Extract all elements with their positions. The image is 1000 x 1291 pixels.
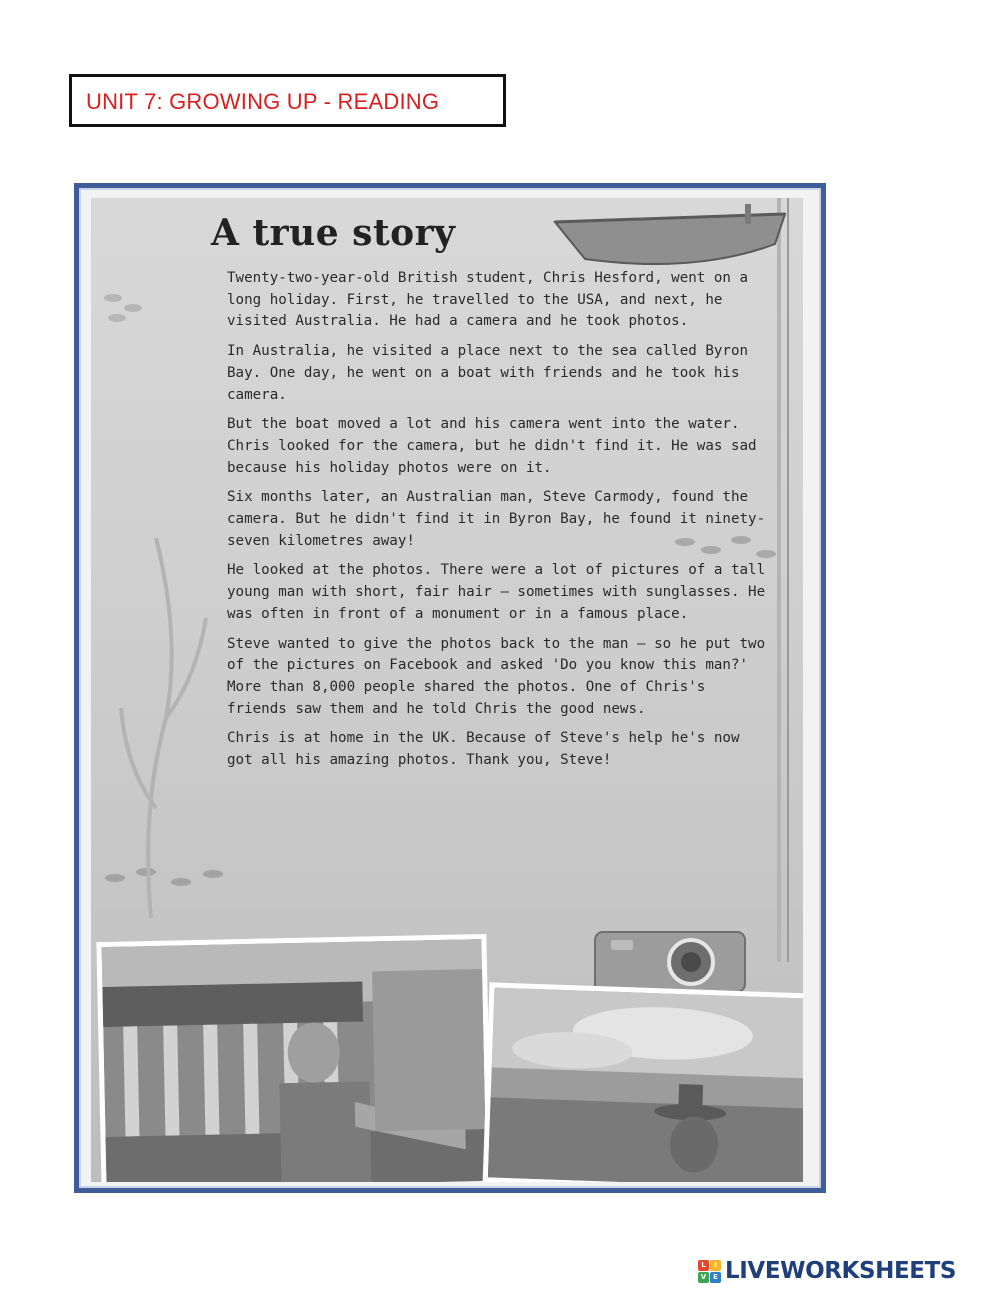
logo-tile: E [710,1272,721,1283]
story-paragraph: Twenty-two-year-old British student, Chris Hesford, went on a long holiday. First, he travelled to the USA, and next, he visited Australia. He had a camera and he took photos. [227,270,749,330]
seaweed-decoration-icon [111,478,221,918]
story-text [227,268,767,780]
photo-monument [96,934,491,1182]
logo-tile: I [710,1260,721,1271]
camera-icon [591,926,751,996]
liveworksheets-logo-icon [698,1260,721,1283]
title-box [69,74,506,127]
page-stripe [777,198,781,962]
page-stripe [787,198,789,962]
story-page [91,198,803,1182]
story-title: A true story [211,212,456,254]
logo-tile: V [698,1272,709,1283]
story-paragraph: But the boat moved a lot and his camera went into the water. Chris looked for the camera, but he didn't find it. He was sad because his holiday photos were on it. [227,416,757,476]
boat-illustration [545,204,795,274]
photo-byron-bay [483,982,803,1182]
fish-decoration-icon [99,288,159,328]
story-paragraph: Six months later, an Australian man, Steve Carmody, found the camera. But he didn't find it in Byron Bay, he found it ninety-seven kilometres away! [227,489,766,549]
brand-name: LIVEWORKSHEETS [725,1258,957,1284]
story-paragraph: Chris is at home in the UK. Because of Steve's help he's now got all his amazing photos. Thank you, Steve! [227,730,740,769]
worksheet-title: UNIT 7: GROWING UP - READING [86,89,440,114]
story-paragraph: He looked at the photos. There were a lot of pictures of a tall young man with short, fair hair – sometimes with sunglasses. He was often in front of a monument or in a famous place. [227,562,766,622]
liveworksheets-logo [698,1258,956,1284]
story-frame [74,183,826,1193]
story-paragraph: Steve wanted to give the photos back to the man – so he put two of the pictures on Facebook and asked 'Do you know this man?' More than 8,000 people shared the photos. One of Chris's friends saw them and he told Chris the good news. [227,635,766,717]
story-paragraph: In Australia, he visited a place next to the sea called Byron Bay. One day, he went on a boat with friends and he took his camera. [227,343,749,403]
logo-tile: L [698,1260,709,1271]
story-frame-inner [79,188,821,1188]
